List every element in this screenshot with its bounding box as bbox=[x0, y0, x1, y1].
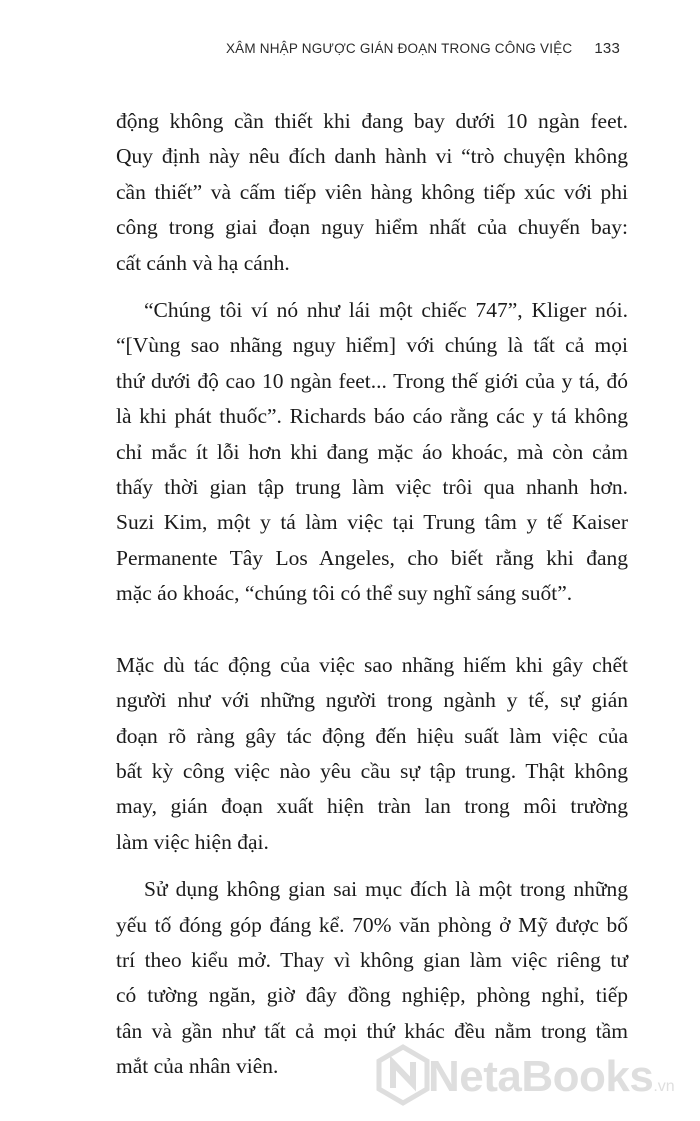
text-line: Quy định này nêu đích danh hành vi “trò chuyện không bbox=[116, 144, 628, 169]
text-line: đoạn rõ ràng gây tác động đến hiệu suất làm việc của bbox=[116, 723, 628, 748]
text-line: mắt của nhân viên. bbox=[116, 1054, 279, 1079]
running-header bbox=[226, 40, 620, 57]
text-line: bất kỳ công việc nào yêu cầu sự tập trung. Thật không bbox=[116, 758, 628, 783]
text-line: Suzi Kim, một y tá làm việc tại Trung tâm y tế Kaiser bbox=[116, 510, 628, 535]
netabooks-n-logo-icon bbox=[372, 1044, 434, 1106]
text-line: yếu tố đóng góp đáng kể. 70% văn phòng ở Mỹ được bố bbox=[116, 912, 628, 937]
watermark-brand: NetaBooks bbox=[428, 1052, 654, 1101]
text-line: công trong giai đoạn nguy hiểm nhất của chuyến bay: bbox=[116, 215, 628, 240]
text-line: làm việc hiện đại. bbox=[116, 829, 269, 854]
watermark-tld: .vn bbox=[653, 1078, 675, 1095]
paragraph-3 bbox=[116, 648, 628, 860]
text-line: có tường ngăn, giờ đây đồng nghiệp, phòng nghỉ, tiếp bbox=[116, 983, 628, 1008]
text-line: Sử dụng không gian sai mục đích là một trong những bbox=[144, 877, 628, 902]
text-line: tân và gần như tất cả mọi thứ khác đều nằm trong tầm bbox=[116, 1018, 628, 1043]
text-line: “[Vùng sao nhãng nguy hiểm] với chúng là tất cả mọi bbox=[116, 333, 628, 358]
paragraph-1 bbox=[116, 104, 628, 281]
text-line: “Chúng tôi ví nó như lái một chiếc 747”, Kliger nói. bbox=[144, 298, 628, 323]
text-line: là khi phát thuốc”. Richards báo cáo rằng các y tá không bbox=[116, 404, 628, 429]
text-line: thứ dưới độ cao 10 ngàn feet... Trong thế giới của y tá, đó bbox=[116, 368, 628, 393]
text-line: Permanente Tây Los Angeles, cho biết rằng khi đang bbox=[116, 545, 628, 570]
text-line: may, gián đoạn xuất hiện tràn lan trong môi trường bbox=[116, 794, 628, 819]
text-line: cất cánh và hạ cánh. bbox=[116, 250, 290, 275]
watermark-text bbox=[428, 1052, 675, 1102]
text-line: động không cần thiết khi đang bay dưới 10 ngàn feet. bbox=[116, 109, 628, 133]
text-line: Mặc dù tác động của việc sao nhãng hiếm khi gây chết bbox=[116, 652, 628, 677]
body-text bbox=[116, 104, 628, 1085]
netabooks-watermark bbox=[372, 1038, 692, 1118]
text-line: người như với những người trong ngành y tế, sự gián bbox=[116, 688, 628, 713]
text-line: thấy thời gian tập trung làm việc trôi qua nhanh hơn. bbox=[116, 475, 628, 500]
text-line: chỉ mắc ít lỗi hơn khi đang mặc áo khoác, mà còn cảm bbox=[116, 439, 628, 464]
page-number: 133 bbox=[594, 40, 620, 57]
text-line: mặc áo khoác, “chúng tôi có thể suy nghĩ sáng suốt”. bbox=[116, 581, 573, 606]
running-title: XÂM NHẬP NGƯỢC GIÁN ĐOẠN TRONG CÔNG VIỆC bbox=[225, 41, 573, 56]
paragraph-2 bbox=[116, 293, 628, 612]
text-line: trí theo kiểu mở. Thay vì không gian làm việc riêng tư bbox=[116, 947, 628, 972]
text-line: cần thiết” và cấm tiếp viên hàng không tiếp xúc với phi bbox=[116, 179, 628, 204]
